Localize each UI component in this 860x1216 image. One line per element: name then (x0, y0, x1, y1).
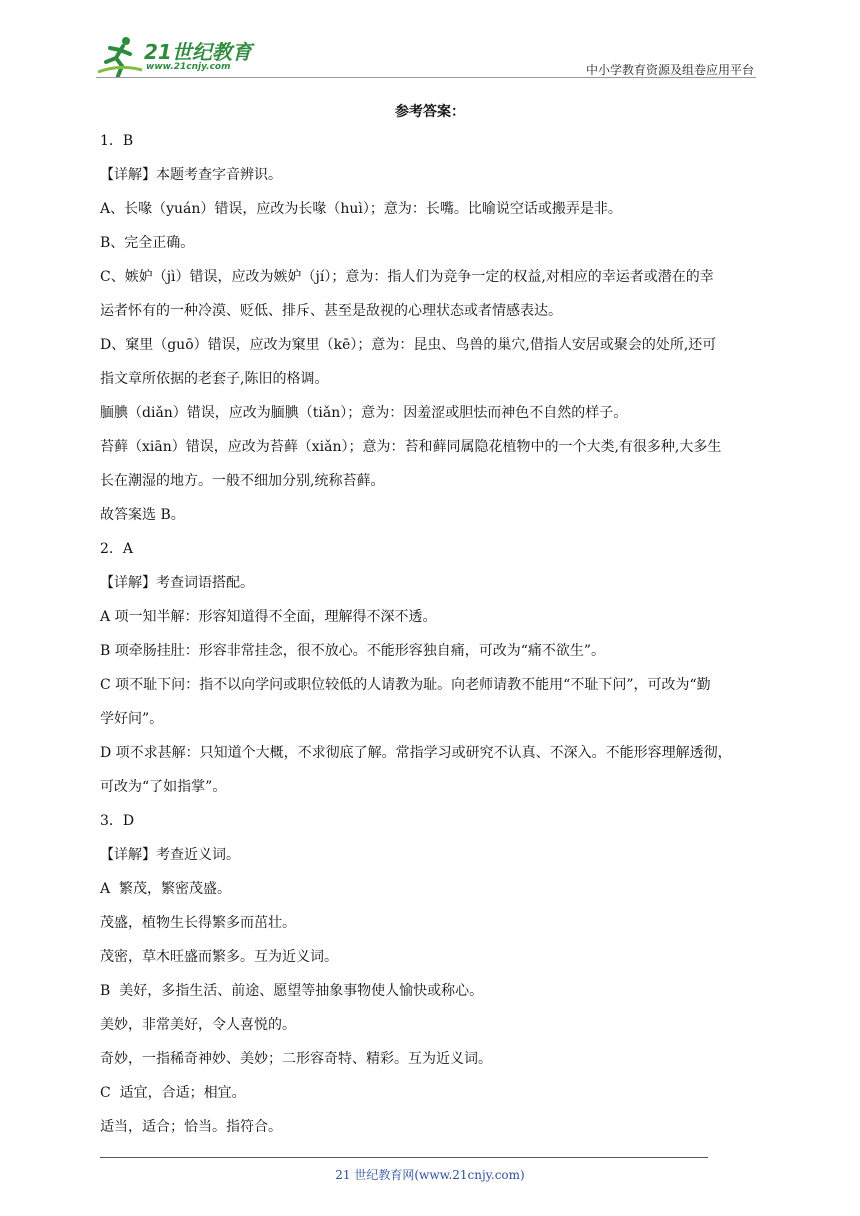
text-line: 运者怀有的一种冷漠、贬低、排斥、甚至是敌视的心理状态或者情感表达。 (100, 303, 562, 319)
text-line: 美妙，非常美好，令人喜悦的。 (100, 1017, 296, 1033)
footer-divider (100, 1157, 708, 1158)
text-line: 可改为“了如指掌”。 (100, 779, 227, 795)
text-line: B、完全正确。 (100, 235, 195, 251)
text-line: 【详解】本题考查字音辨识。 (100, 167, 282, 183)
text-line: B 项牵肠挂肚：形容非常挂念，很不放心。不能形容独自痛，可改为“痛不欲生”。 (100, 643, 606, 659)
text-line: C、嫉妒（jì）错误，应改为嫉妒（jí）；意为：指人们为竞争一定的权益,对相应的幸运者或潜在的幸 (100, 269, 714, 285)
text-line: 【详解】考查词语搭配。 (100, 575, 254, 591)
page-header (96, 28, 756, 80)
text-line: B 美好，多指生活、前途、愿望等抽象事物使人愉快或称心。 (100, 983, 484, 999)
text-line: A 繁茂，繁密茂盛。 (100, 881, 232, 897)
platform-name: 中小学教育资源及组卷应用平台 (585, 63, 754, 77)
text-line: 1．B (100, 133, 134, 149)
text-line: 【详解】考查近义词。 (100, 847, 240, 863)
text-line: A、长喙（yuán）错误，应改为长喙（huì）；意为：长嘴。比喻说空话或搬弄是非。 (100, 201, 622, 217)
text-line: 2．A (100, 541, 134, 557)
page-title: 参考答案： (395, 104, 465, 120)
text-line: 腼腆（diǎn）错误，应改为腼腆（tiǎn）；意为：因羞涩或胆怯而神色不自然的样子。 (100, 405, 628, 421)
text-line: 苔藓（xiān）错误，应改为苔藓（xiǎn）；意为：苔和藓同属隐花植物中的一个大类,有很多种,大多生 (100, 439, 722, 455)
text-line: 适当，适合；恰当。指符合。 (100, 1119, 282, 1135)
page-footer: 21 世纪教育网(www.21cnjy.com) (335, 1168, 525, 1182)
text-line: D、窠里（guō）错误，应改为窠里（kē）；意为：昆虫、鸟兽的巢穴,借指人安居或聚会的处所,还可 (100, 337, 717, 353)
text-line: C 适宜，合适；相宜。 (100, 1085, 246, 1101)
text-line: 茂密，草木旺盛而繁多。互为近义词。 (100, 949, 338, 965)
text-line: A 项一知半解：形容知道得不全面，理解得不深不透。 (100, 609, 437, 625)
text-line: D 项不求甚解：只知道个大概，不求彻底了解。常指学习或研究不认真、不深入。不能形容理解透彻， (100, 745, 732, 761)
text-line: 故答案选 B。 (100, 507, 185, 523)
logo (96, 34, 261, 78)
text-line: 学好问”。 (100, 711, 164, 727)
text-line: 3．D (100, 813, 135, 829)
text-line: 奇妙，一指稀奇神妙、美妙；二形容奇特、精彩。互为近义词。 (100, 1051, 492, 1067)
logo-url: www.21cnjy.com (146, 62, 231, 72)
text-line: 茂盛，植物生长得繁多而茁壮。 (100, 915, 296, 931)
answer-content (100, 124, 762, 1144)
text-line: C 项不耻下问：指不以向学问或职位较低的人请教为耻。向老师请教不能用“不耻下问”，可改为“勤 (100, 677, 711, 693)
header-divider (96, 77, 756, 78)
text-line: 长在潮湿的地方。一般不细加分别,统称苔藓。 (100, 473, 385, 489)
logo-text: 21世纪教育 (144, 40, 252, 64)
runner-logo-icon (96, 34, 144, 78)
text-line: 指文章所依据的老套子,陈旧的格调。 (100, 371, 329, 387)
